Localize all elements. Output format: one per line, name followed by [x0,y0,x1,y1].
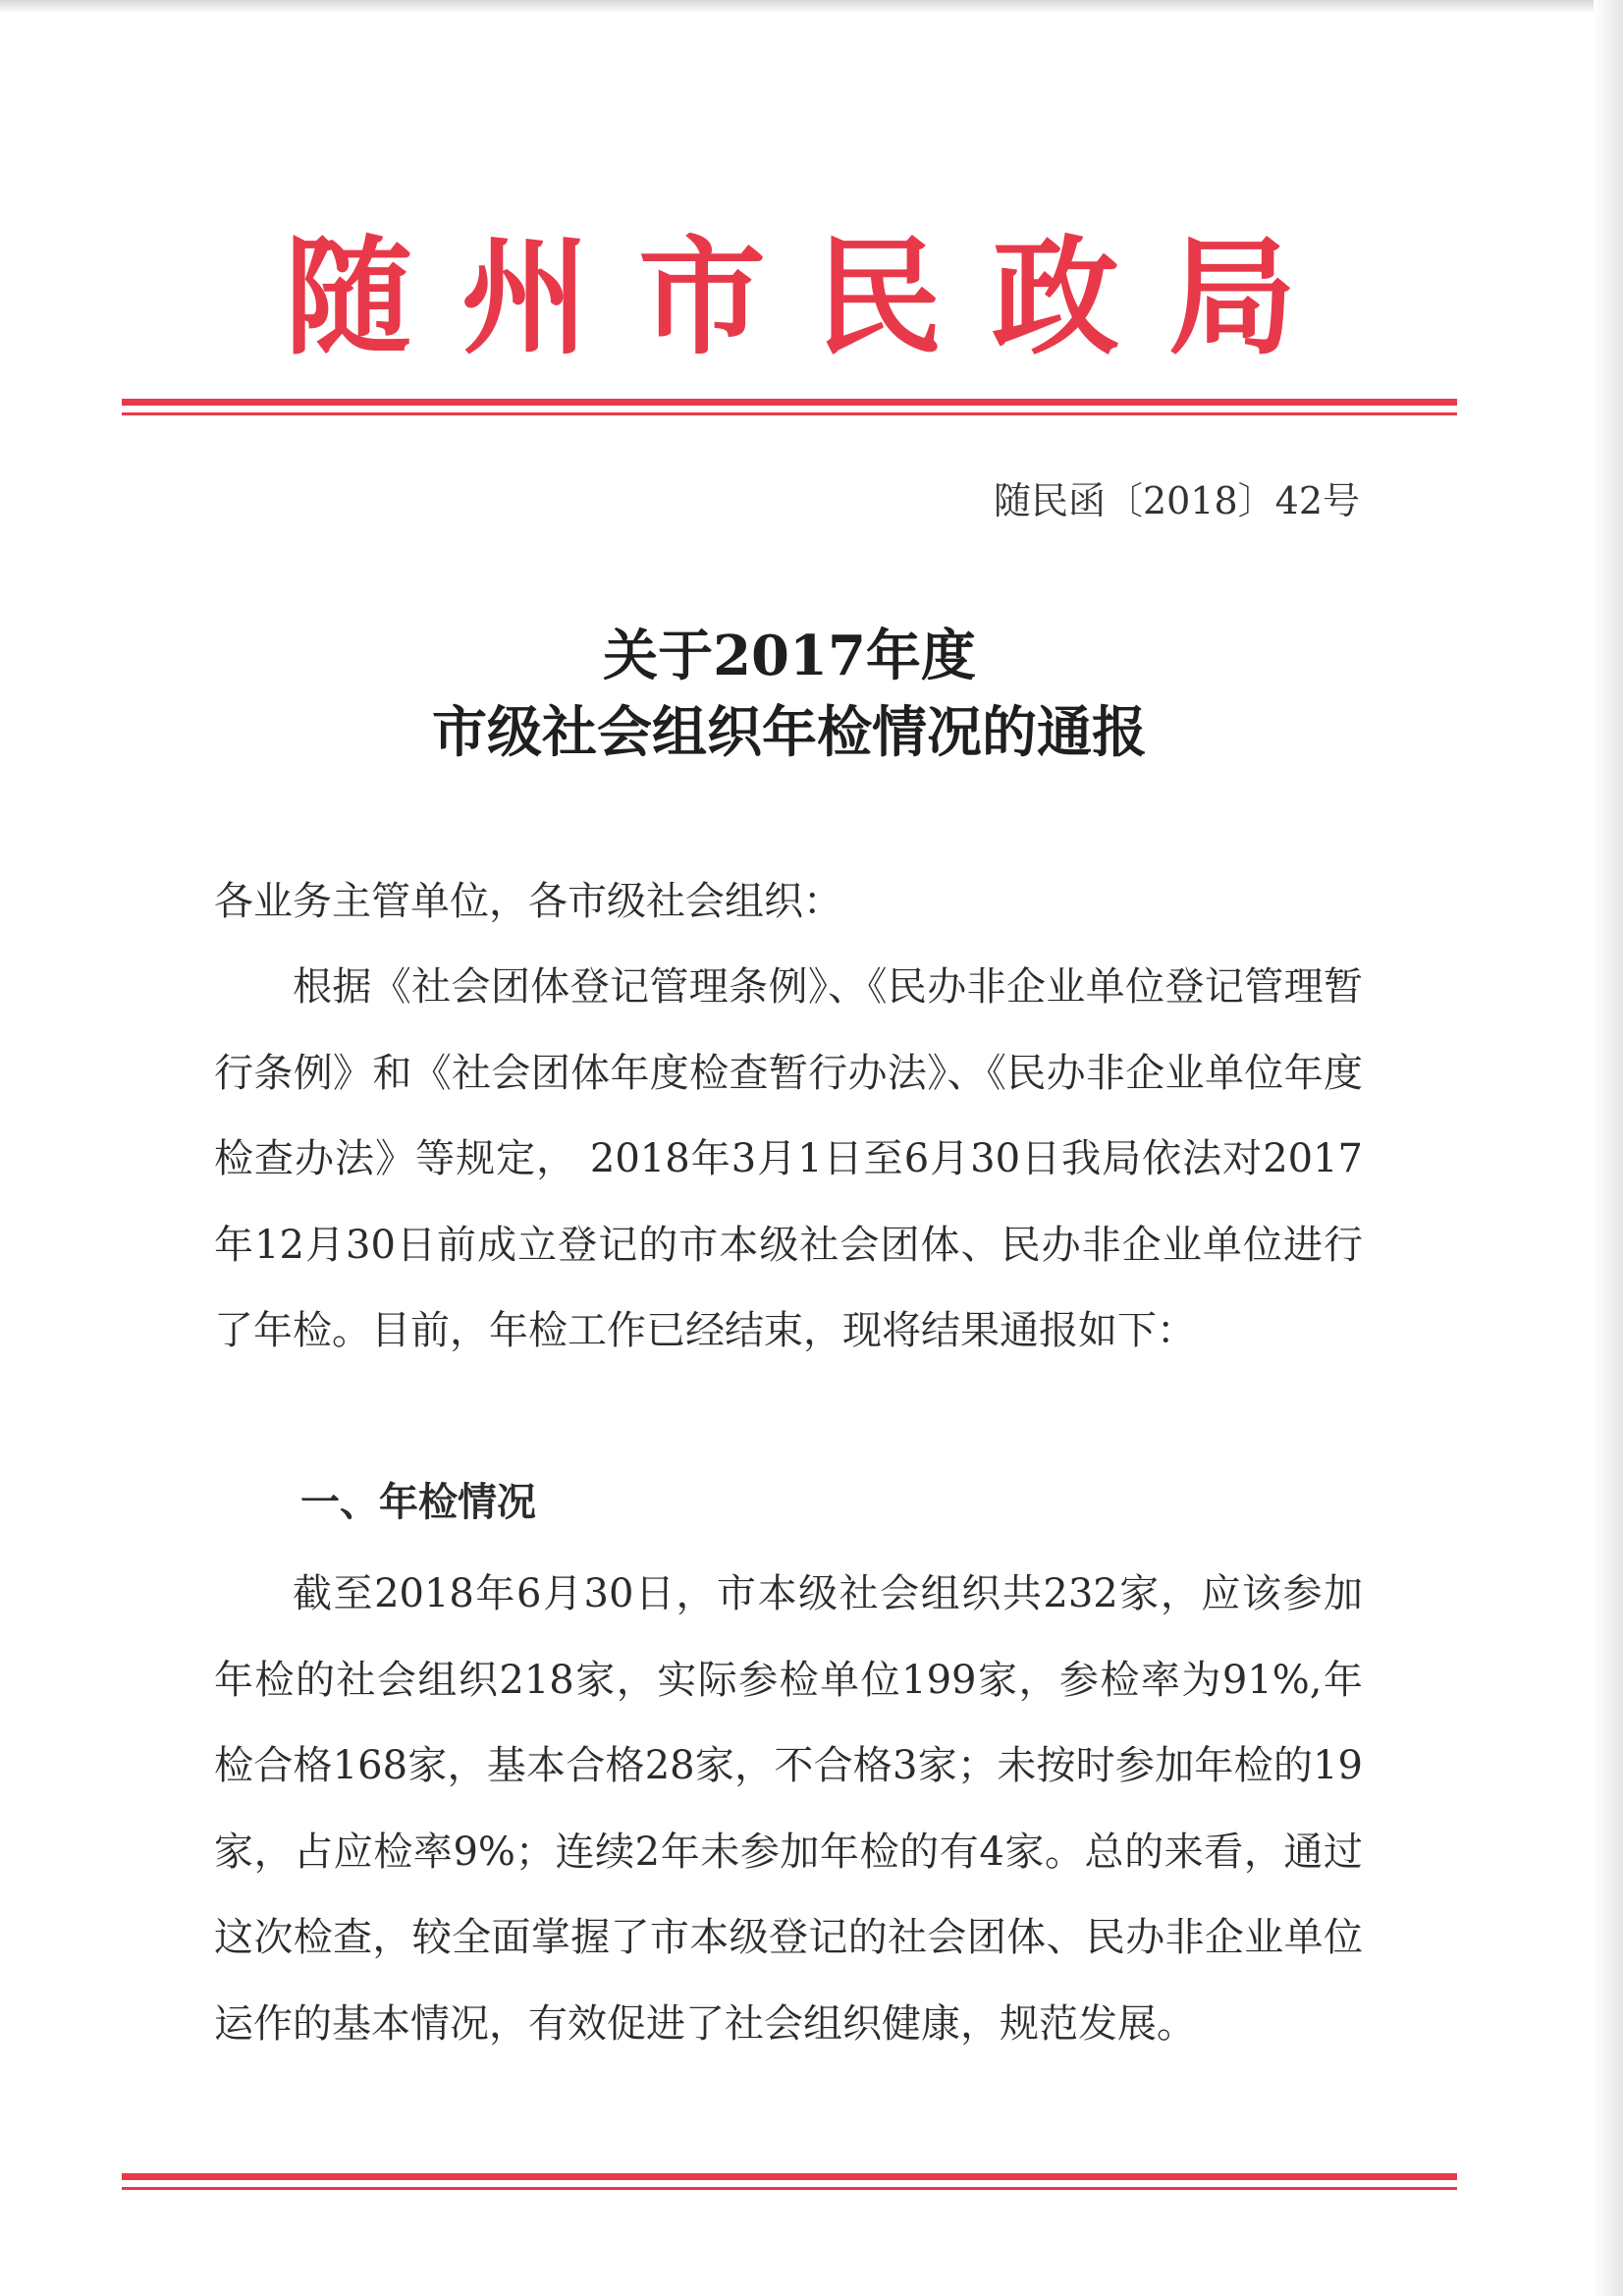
scan-edge-top [0,0,1623,14]
letterhead-rule-thin [122,412,1457,415]
document-number: 随民函〔2018〕42号 [993,479,1360,522]
footer-rule-thin [122,2187,1457,2190]
body-paragraph-1: 根据《社会团体登记管理条例》、《民办非企业单位登记管理暂行条例》和《社会团体年度检查暂行办法》、《民办非企业单位年度检查办法》等规定， 2018年3月1日至6月30日我局依法对2017年12月30日前成立登记的市本级社会团体、民办非企业单位进行了年检。目前，年检工作已经结束，现将结果通报如下： [214,964,1363,1354]
org-name-char: 民 [814,223,943,372]
footer-rule-thick [122,2173,1457,2180]
document-title-line-1: 关于2017年度 [603,624,976,688]
section-heading-1: 一、年检情况 [300,1480,536,1525]
org-name-char: 局 [1167,223,1296,372]
org-name-char: 市 [637,223,766,372]
org-name-char: 州 [460,223,589,372]
letterhead-rule-thick [122,399,1457,406]
salutation: 各业务主管单位，各市级社会组织： [214,879,842,924]
body-paragraph-2: 截至2018年6月30日，市本级社会组织共232家，应该参加年检的社会组织218家，实际参检单位199家，参检率为91%,年检合格168家，基本合格28家，不合格3家；未按时参加年检的19家，占应检率9%；连续2年未参加年检的有4家。总的来看，通过这次检查，较全面掌握了市本级登记的社会团体、民办非企业单位运作的基本情况，有效促进了社会组织健康，规范发展。 [214,1571,1363,2047]
document-title-line-2: 市级社会组织年检情况的通报 [432,700,1147,765]
org-name-char: 政 [991,223,1119,372]
letterhead-org-name [285,224,1296,371]
scan-edge-right [1594,0,1623,2296]
org-name-char: 随 [285,223,413,372]
